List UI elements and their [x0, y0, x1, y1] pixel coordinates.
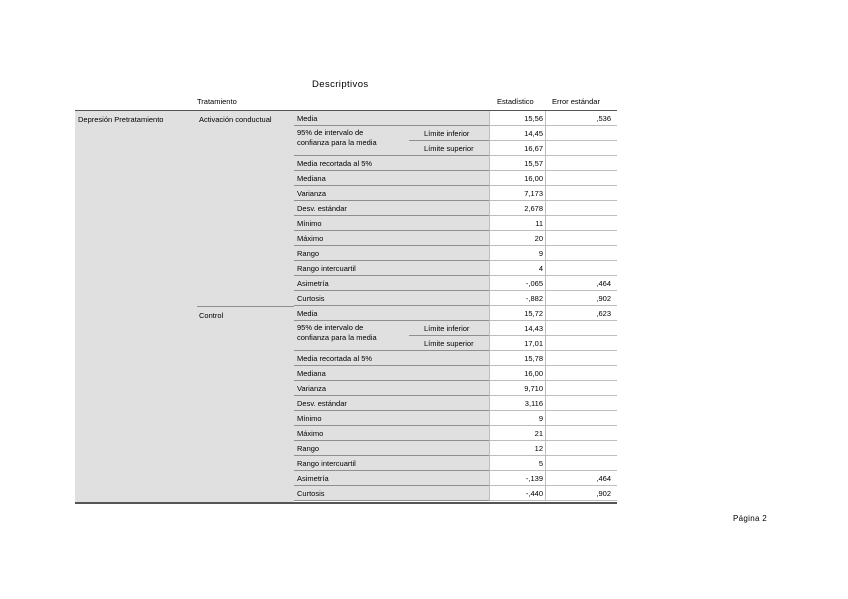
table-row	[0, 126, 848, 147]
stat-std-error: ,623	[545, 306, 617, 321]
stat-label: Media recortada al 5%	[294, 156, 489, 171]
stat-label: Máximo	[294, 231, 489, 246]
ci-label-line2: confianza para la media	[297, 138, 377, 147]
stat-std-error	[545, 201, 617, 216]
stat-label: Rango	[294, 441, 489, 456]
stat-std-error	[545, 396, 617, 411]
stat-value: 14,43	[489, 321, 545, 336]
stat-value: 15,56	[489, 111, 545, 126]
table-row	[0, 111, 848, 126]
table-row	[0, 426, 848, 441]
stat-label: Curtosis	[294, 486, 489, 501]
ci-label-line1: 95% de intervalo de	[297, 128, 364, 137]
header-tratamiento: Tratamiento	[197, 97, 237, 106]
table-row	[0, 321, 848, 342]
group-label-control: Control	[199, 311, 224, 320]
stat-std-error: ,464	[545, 276, 617, 291]
stat-label: Asimetría	[294, 471, 489, 486]
stat-value: 21	[489, 426, 545, 441]
table-row	[0, 471, 848, 486]
stat-value: 16,00	[489, 171, 545, 186]
ci-bound-label: Límite superior	[409, 141, 489, 156]
table-row	[0, 351, 848, 366]
stat-std-error: ,464	[545, 471, 617, 486]
stat-std-error	[545, 351, 617, 366]
group-label-activacion: Activación conductual	[199, 115, 272, 124]
stat-std-error	[545, 216, 617, 231]
ci-bound-label: Límite inferior	[409, 321, 489, 336]
table-row	[0, 246, 848, 261]
stat-value: 9,710	[489, 381, 545, 396]
stat-std-error	[545, 126, 617, 141]
header-estadistico: Estadístico	[497, 97, 534, 106]
table-bottom-border	[75, 502, 617, 504]
header-error-estandar: Error estándar	[552, 97, 600, 106]
ci-bound-label: Límite inferior	[409, 126, 489, 141]
stat-value: 15,72	[489, 306, 545, 321]
stat-value: 5	[489, 456, 545, 471]
stat-value: 7,173	[489, 186, 545, 201]
stat-value: 20	[489, 231, 545, 246]
table-row	[0, 291, 848, 306]
page-number: Página 2	[733, 514, 767, 523]
table-row	[0, 156, 848, 171]
stat-value: -,440	[489, 486, 545, 501]
stat-label: Desv. estándar	[294, 396, 489, 411]
stat-label: Mínimo	[294, 411, 489, 426]
table-row	[0, 411, 848, 426]
stat-std-error	[545, 186, 617, 201]
stat-std-error	[545, 141, 617, 156]
stat-std-error	[545, 336, 617, 351]
stat-std-error	[545, 366, 617, 381]
table-title: Descriptivos	[312, 79, 369, 90]
stat-value: 16,67	[489, 141, 545, 156]
stat-value: 14,45	[489, 126, 545, 141]
stat-std-error	[545, 426, 617, 441]
stat-std-error: ,902	[545, 291, 617, 306]
ci-label-line1: 95% de intervalo de	[297, 323, 364, 332]
stat-value: 15,78	[489, 351, 545, 366]
table-row	[0, 141, 848, 156]
table-row	[0, 231, 848, 246]
stat-label: Curtosis	[294, 291, 489, 306]
stat-value: 11	[489, 216, 545, 231]
stat-value: 17,01	[489, 336, 545, 351]
stat-label: Rango intercuartil	[294, 456, 489, 471]
table-row	[0, 396, 848, 411]
table-row	[0, 381, 848, 396]
stat-value: 9	[489, 246, 545, 261]
stat-label: Mínimo	[294, 216, 489, 231]
variable-label: Depresión Pretratamiento	[78, 115, 164, 124]
stat-label: Rango intercuartil	[294, 261, 489, 276]
stat-std-error	[545, 261, 617, 276]
stat-label: Media	[294, 306, 489, 321]
table-row	[0, 261, 848, 276]
stat-label: Desv. estándar	[294, 201, 489, 216]
stat-std-error	[545, 411, 617, 426]
stat-std-error	[545, 441, 617, 456]
stat-std-error: ,902	[545, 486, 617, 501]
ci-bound-label: Límite superior	[409, 336, 489, 351]
stat-label: Media recortada al 5%	[294, 351, 489, 366]
stat-value: 9	[489, 411, 545, 426]
stat-std-error	[545, 156, 617, 171]
table-row	[0, 441, 848, 456]
stat-std-error	[545, 381, 617, 396]
stat-label: Rango	[294, 246, 489, 261]
table-row	[0, 336, 848, 351]
stat-value: -,882	[489, 291, 545, 306]
stat-value: 2,678	[489, 201, 545, 216]
stat-value: 3,116	[489, 396, 545, 411]
stat-std-error	[545, 456, 617, 471]
stat-label: Mediana	[294, 171, 489, 186]
ci-label-line2: confianza para la media	[297, 333, 377, 342]
stat-std-error	[545, 321, 617, 336]
table-row	[0, 216, 848, 231]
table-row	[0, 171, 848, 186]
table-row	[0, 366, 848, 381]
stat-value: -,139	[489, 471, 545, 486]
stat-value: 12	[489, 441, 545, 456]
table-row	[0, 201, 848, 216]
stat-value: -,065	[489, 276, 545, 291]
stat-std-error	[545, 171, 617, 186]
stat-value: 4	[489, 261, 545, 276]
table-row	[0, 486, 848, 501]
table-row	[0, 306, 848, 321]
stat-label: Varianza	[294, 381, 489, 396]
stat-value: 16,00	[489, 366, 545, 381]
stat-std-error	[545, 231, 617, 246]
stat-label: Varianza	[294, 186, 489, 201]
table-row	[0, 186, 848, 201]
stat-label: Media	[294, 111, 489, 126]
stat-label: Mediana	[294, 366, 489, 381]
table-row	[0, 276, 848, 291]
stat-label: Asimetría	[294, 276, 489, 291]
stat-std-error	[545, 246, 617, 261]
stat-std-error: ,536	[545, 111, 617, 126]
table-row	[0, 456, 848, 471]
stat-label: Máximo	[294, 426, 489, 441]
stat-value: 15,57	[489, 156, 545, 171]
